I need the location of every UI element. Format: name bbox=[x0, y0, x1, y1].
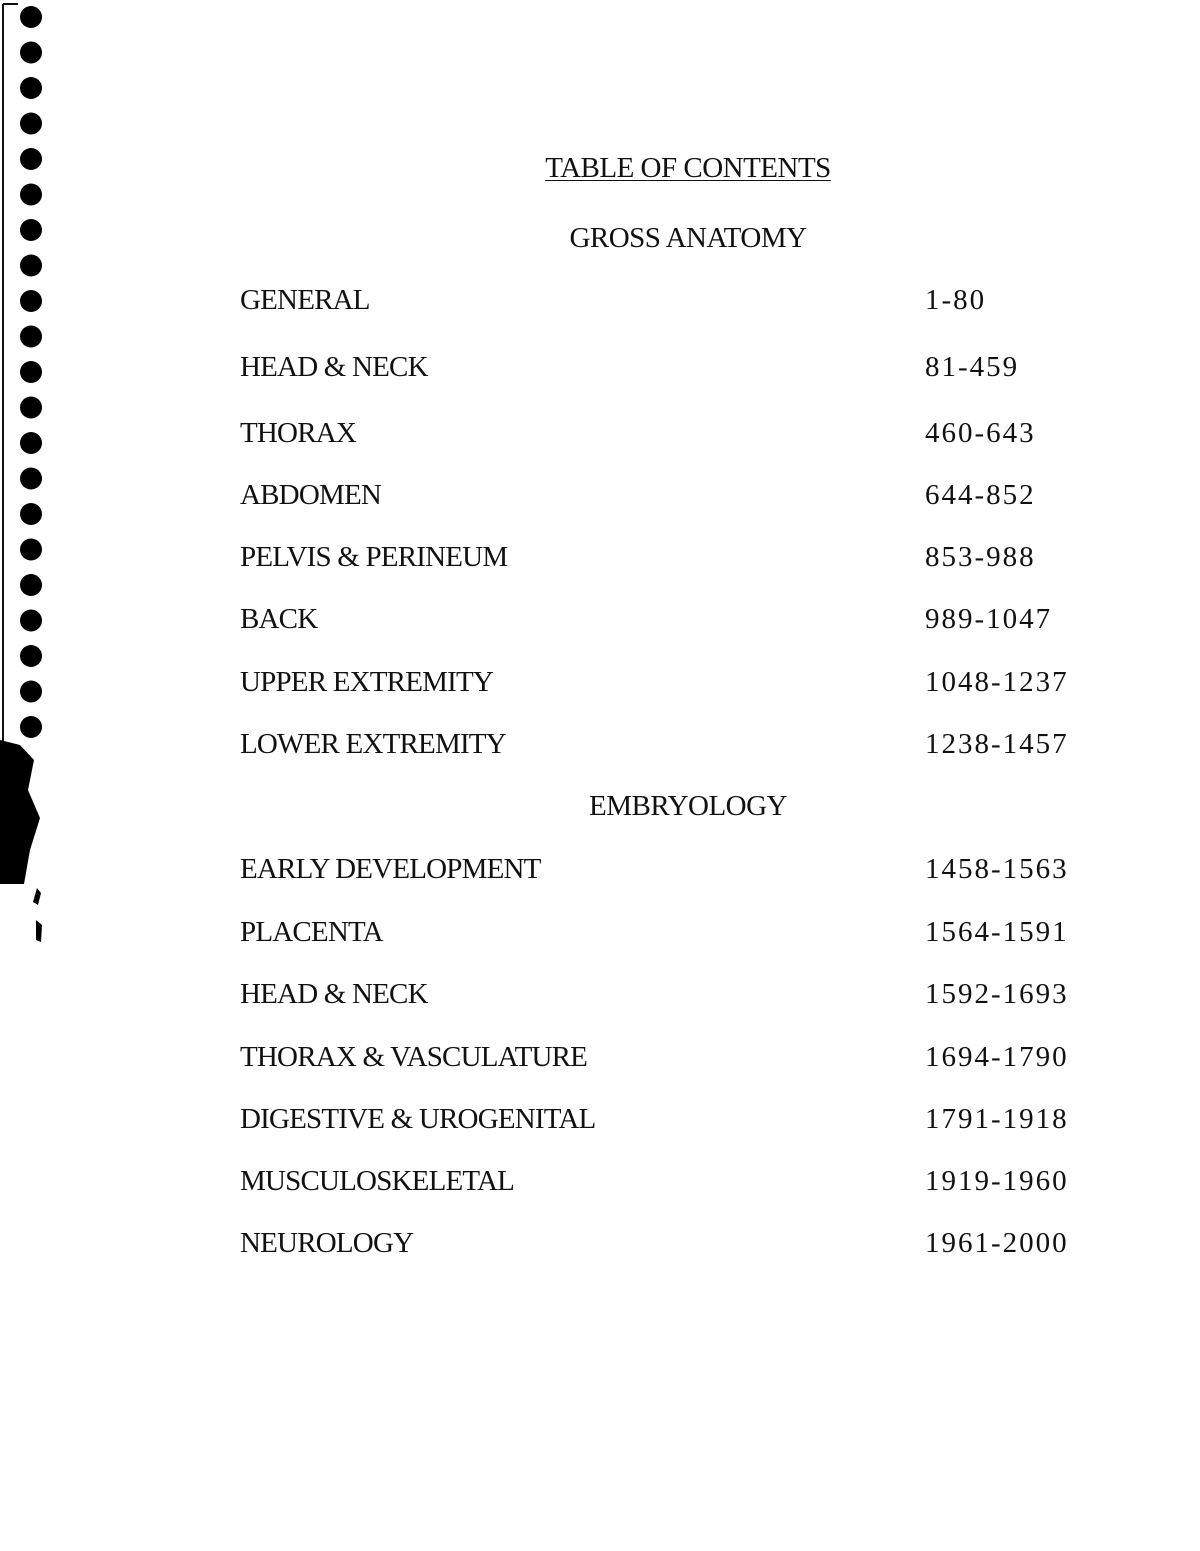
toc-row bbox=[240, 541, 1120, 581]
toc-entry-label: GENERAL bbox=[240, 284, 370, 316]
toc-entry-range: 1238-1457 bbox=[925, 728, 1069, 760]
toc-entry-range: 1564-1591 bbox=[925, 916, 1069, 948]
toc-row bbox=[240, 1103, 1120, 1143]
binder-hole bbox=[20, 574, 42, 596]
toc-entry-range: 1791-1918 bbox=[925, 1103, 1069, 1135]
toc-entry-label: ABDOMEN bbox=[240, 479, 382, 511]
page-title: TABLE OF CONTENTS bbox=[545, 152, 831, 184]
toc-entry-label: HEAD & NECK bbox=[240, 351, 428, 383]
section-heading-embryology: EMBRYOLOGY bbox=[588, 790, 787, 822]
toc-row bbox=[240, 417, 1120, 457]
toc-row bbox=[240, 728, 1120, 768]
toc-entry-label: MUSCULOSKELETAL bbox=[240, 1165, 515, 1197]
binder-hole bbox=[20, 432, 42, 454]
toc-row bbox=[240, 603, 1120, 643]
toc-entry-label: LOWER EXTREMITY bbox=[240, 728, 506, 760]
binder-hole bbox=[20, 290, 42, 312]
binder-hole bbox=[20, 326, 42, 348]
toc-entry-label: BACK bbox=[240, 603, 318, 635]
toc-row bbox=[240, 666, 1120, 706]
binder-hole bbox=[20, 539, 42, 561]
toc-entry-range: 460-643 bbox=[925, 417, 1036, 449]
binder-hole bbox=[20, 468, 42, 490]
binder-hole bbox=[20, 6, 42, 28]
toc-entry-label: PELVIS & PERINEUM bbox=[240, 541, 508, 573]
toc-entry-label: HEAD & NECK bbox=[240, 978, 428, 1010]
toc-row bbox=[240, 1227, 1120, 1267]
toc-entry-range: 853-988 bbox=[925, 541, 1036, 573]
binder-hole bbox=[20, 77, 42, 99]
binder-hole bbox=[20, 503, 42, 525]
toc-entry-range: 1592-1693 bbox=[925, 978, 1069, 1010]
toc-entry-label: THORAX & VASCULATURE bbox=[240, 1041, 588, 1073]
toc-entry-label: PLACENTA bbox=[240, 916, 383, 948]
binder-hole bbox=[20, 255, 42, 277]
toc-entry-label: DIGESTIVE & UROGENITAL bbox=[240, 1103, 596, 1135]
toc-entry-range: 989-1047 bbox=[925, 603, 1053, 635]
toc-row bbox=[240, 916, 1120, 956]
toc-entry-range: 1458-1563 bbox=[925, 853, 1069, 885]
binder-hole bbox=[20, 361, 42, 383]
toc-entry-label: THORAX bbox=[240, 417, 357, 449]
toc-entry-label: EARLY DEVELOPMENT bbox=[240, 853, 541, 885]
binder-hole bbox=[20, 42, 42, 64]
toc-row bbox=[240, 853, 1120, 893]
toc-entry-range: 1694-1790 bbox=[925, 1041, 1069, 1073]
toc-entry-range: 644-852 bbox=[925, 479, 1036, 511]
toc-entry-label: NEUROLOGY bbox=[240, 1227, 414, 1259]
toc-row bbox=[240, 978, 1120, 1018]
binder-hole bbox=[20, 610, 42, 632]
section-heading-gross-anatomy: GROSS ANATOMY bbox=[569, 222, 807, 254]
binder-hole bbox=[20, 184, 42, 206]
toc-row bbox=[240, 351, 1120, 391]
binder-hole bbox=[20, 113, 42, 135]
binder-hole bbox=[20, 397, 42, 419]
toc-row bbox=[240, 284, 1120, 324]
toc-entry-range: 81-459 bbox=[925, 351, 1020, 383]
toc-entry-range: 1961-2000 bbox=[925, 1227, 1069, 1259]
binder-hole bbox=[20, 681, 42, 703]
toc-entry-range: 1-80 bbox=[925, 284, 987, 316]
toc-row bbox=[240, 1165, 1120, 1205]
toc-row bbox=[240, 1041, 1120, 1081]
binder-hole bbox=[20, 645, 42, 667]
binder-hole bbox=[20, 716, 42, 738]
toc-entry-range: 1048-1237 bbox=[925, 666, 1069, 698]
toc-row bbox=[240, 479, 1120, 519]
toc-entry-label: UPPER EXTREMITY bbox=[240, 666, 494, 698]
toc-entry-range: 1919-1960 bbox=[925, 1165, 1069, 1197]
